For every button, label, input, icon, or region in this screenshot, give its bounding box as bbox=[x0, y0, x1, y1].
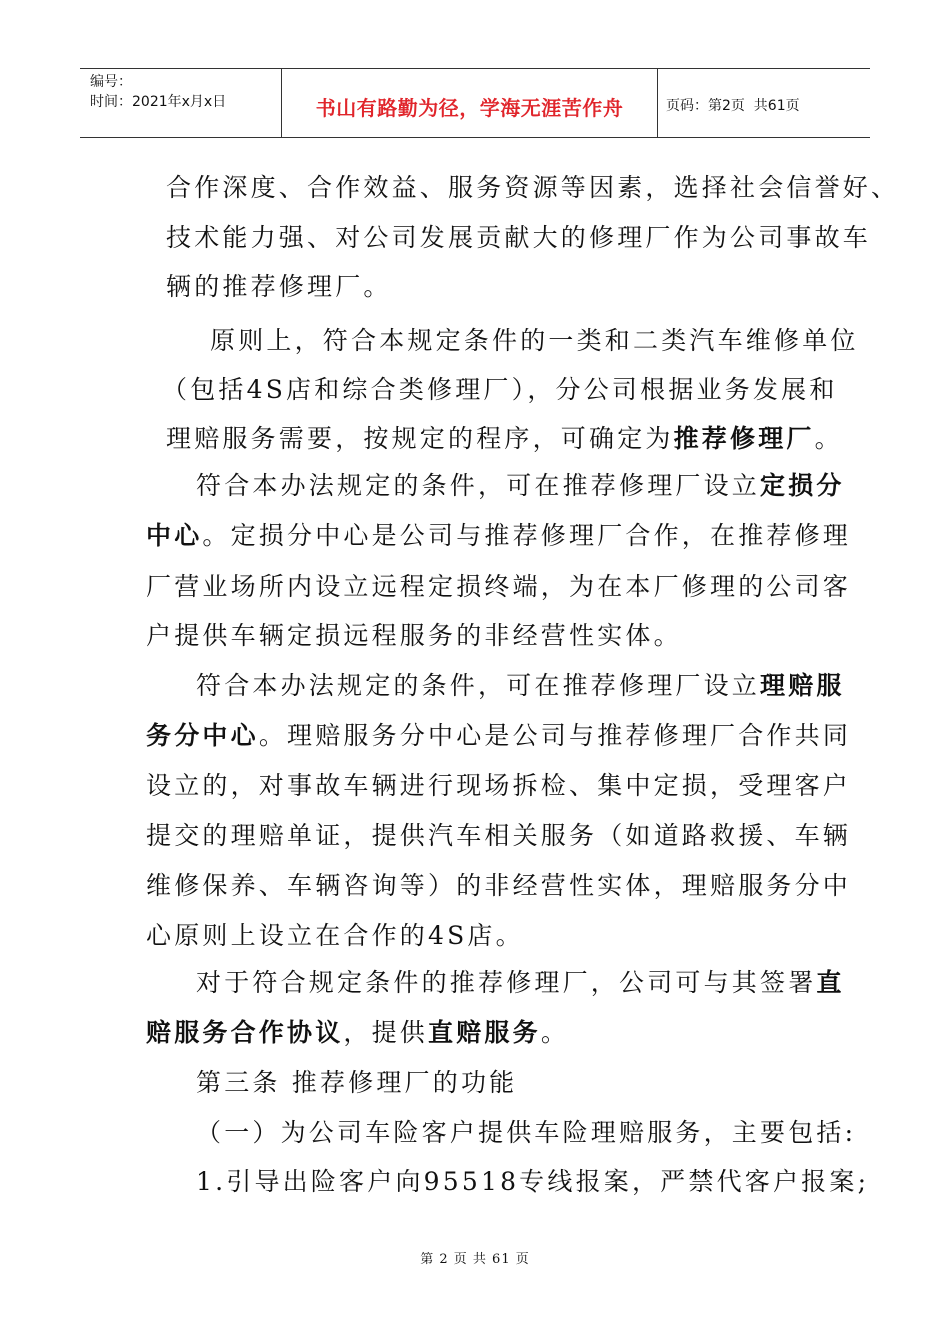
text-segment: ，提供 bbox=[343, 1018, 429, 1047]
body-line bbox=[146, 920, 524, 952]
body-line bbox=[166, 172, 899, 204]
bold-term: 直赔服务 bbox=[428, 1018, 541, 1047]
body-line bbox=[146, 770, 851, 802]
text-segment: 对于符合规定条件的推荐修理厂，公司可与其签署 bbox=[196, 968, 817, 997]
header-motto: 书山有路勤为径，学海无涯苦作舟 bbox=[282, 69, 658, 137]
text-segment: （一）为公司车险客户提供车险理赔服务，主要包括: bbox=[196, 1118, 857, 1147]
text-segment: 第三条 推荐修理厂的功能 bbox=[196, 1068, 518, 1097]
body-line bbox=[210, 325, 859, 357]
text-segment: 心原则上设立在合作的4S店。 bbox=[146, 921, 524, 950]
number-label: 编号： bbox=[90, 74, 132, 90]
page-footer: 第 2 页 共 61 页 bbox=[420, 1252, 530, 1267]
body-line bbox=[146, 571, 851, 603]
text-segment: 。理赔服务分中心是公司与推荐修理厂合作共同 bbox=[258, 721, 852, 750]
date-label: 时间：2021年x月x日 bbox=[90, 94, 227, 110]
body-line bbox=[196, 470, 845, 502]
body-line bbox=[196, 1067, 517, 1099]
page-info-text: 页码：第2页 共61页 bbox=[666, 98, 800, 114]
text-segment: 户提供车辆定损远程服务的非经营性实体。 bbox=[146, 621, 682, 650]
body-line bbox=[196, 967, 845, 999]
body-line bbox=[196, 670, 845, 702]
text-segment: 提交的理赔单证，提供汽车相关服务（如道路救援、车辆 bbox=[146, 821, 852, 850]
body-line bbox=[196, 1166, 869, 1198]
body-line bbox=[146, 1017, 569, 1049]
body-line bbox=[162, 374, 838, 406]
text-segment: 辆的推荐修理厂。 bbox=[166, 272, 392, 301]
bold-term: 务分中心 bbox=[146, 721, 259, 750]
text-segment: 。 bbox=[540, 1018, 570, 1047]
bold-term: 中心 bbox=[146, 521, 203, 550]
bold-term: 理赔服 bbox=[760, 671, 845, 700]
text-segment: 符合本办法规定的条件，可在推荐修理厂设立 bbox=[196, 471, 761, 500]
bold-term: 赔服务合作协议 bbox=[146, 1018, 344, 1047]
text-segment: 维修保养、车辆咨询等）的非经营性实体，理赔服务分中 bbox=[146, 871, 852, 900]
body-line bbox=[146, 820, 851, 852]
text-segment: 原则上，符合本规定条件的一类和二类汽车维修单位 bbox=[210, 326, 859, 355]
text-segment: 理赔服务需要，按规定的程序，可确定为 bbox=[166, 424, 674, 453]
body-line bbox=[146, 720, 851, 752]
bold-term: 定损分 bbox=[760, 471, 845, 500]
body-line bbox=[166, 222, 871, 254]
bold-term: 推荐修理厂 bbox=[673, 424, 815, 453]
page-header bbox=[80, 68, 870, 138]
body-line bbox=[166, 423, 843, 455]
text-segment: 1.引导出险客户向95518专线报案，严禁代客户报案; bbox=[196, 1167, 870, 1196]
text-segment: 厂营业场所内设立远程定损终端，为在本厂修理的公司客 bbox=[146, 572, 852, 601]
text-segment: 。定损分中心是公司与推荐修理厂合作，在推荐修理 bbox=[202, 521, 852, 550]
text-segment: 符合本办法规定的条件，可在推荐修理厂设立 bbox=[196, 671, 761, 700]
body-line bbox=[146, 870, 851, 902]
body-line bbox=[146, 620, 682, 652]
text-segment: 合作深度、合作效益、服务资源等因素，选择社会信誉好、 bbox=[166, 173, 900, 202]
header-page-info bbox=[658, 69, 870, 137]
text-segment: 设立的，对事故车辆进行现场拆检、集中定损，受理客户 bbox=[146, 771, 852, 800]
body-line bbox=[196, 1117, 856, 1149]
body-line bbox=[146, 520, 851, 552]
text-segment: 技术能力强、对公司发展贡献大的修理厂作为公司事故车 bbox=[166, 223, 872, 252]
text-segment: （包括4S店和综合类修理厂），分公司根据业务发展和 bbox=[162, 375, 838, 404]
header-meta bbox=[80, 69, 282, 137]
body-line bbox=[166, 271, 392, 303]
text-segment: 。 bbox=[814, 424, 843, 453]
bold-term: 直 bbox=[816, 968, 845, 997]
